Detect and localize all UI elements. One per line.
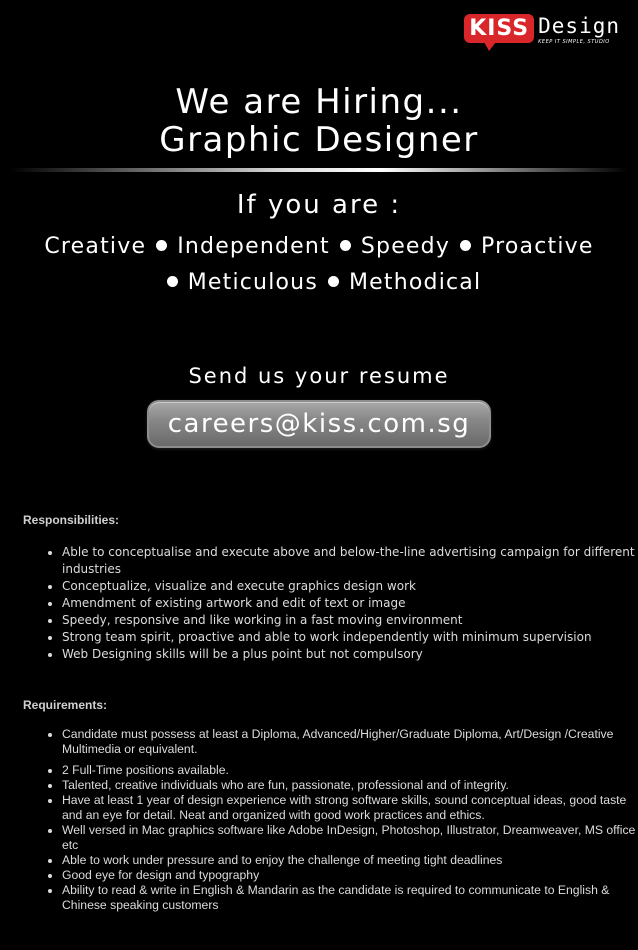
list-item: • Have at least 1 year of design experience with strong software skills, sound conceptual ideas, good taste and an eye for detail. Neat and organized with good work practices and ethics.	[62, 793, 638, 823]
list-item: • Amendment of existing artwork and edit of text or image	[62, 595, 638, 612]
list-item: • Able to work under pressure and to enjoy the challenge of meeting tight deadlines	[62, 853, 638, 868]
requirements-heading: Requirements:	[23, 698, 108, 712]
trait: Independent	[177, 234, 330, 259]
list-item: • Conceptualize, visualize and execute graphics design work	[62, 578, 638, 595]
headline-line-1: We are Hiring...	[175, 82, 463, 122]
list-item: • Able to conceptualise and execute above and below-the-line advertising campaign for different industries	[62, 544, 638, 578]
bullet-separator	[328, 276, 339, 287]
logo-tagline: KEEP IT SIMPLE, STUDIO	[538, 39, 610, 45]
list-item: • Well versed in Mac graphics software like Adobe InDesign, Photoshop, Illustrator, Dreamweaver, MS office etc	[62, 823, 638, 853]
list-item: • Candidate must possess at least a Diploma, Advanced/Higher/Graduate Diploma, Art/Design /Creative Multimedia or equivalent.	[62, 727, 638, 757]
kiss-design-logo	[464, 14, 620, 45]
list-item: • Strong team spirit, proactive and able to work independently with minimum supervision	[62, 629, 638, 646]
bullet-separator	[460, 240, 471, 251]
trait: Creative	[44, 234, 147, 259]
list-item: • Speedy, responsive and like working in a fast moving environment	[62, 612, 638, 629]
list-item: • Ability to read & write in English & Mandarin as the candidate is required to communicate to English & Chinese speaking customers	[62, 883, 638, 913]
trait: Proactive	[481, 234, 594, 259]
headline-divider	[10, 168, 628, 172]
bullet-separator	[340, 240, 351, 251]
headline-job-title: Graphic Designer	[159, 120, 479, 160]
if-you-are-heading: If you are :	[236, 190, 402, 220]
list-item: • 2 Full-Time positions available.	[62, 763, 638, 778]
list-item: • Web Designing skills will be a plus point but not compulsory	[62, 646, 638, 663]
bullet-separator	[156, 240, 167, 251]
logo-badge: KISS	[464, 14, 534, 43]
traits-row-2	[0, 270, 638, 295]
bullet-separator	[167, 276, 178, 287]
trait: Methodical	[348, 270, 482, 295]
trait: Meticulous	[187, 270, 318, 295]
traits-row-1	[0, 234, 638, 259]
email-button[interactable]: careers@kiss.com.sg	[147, 400, 491, 448]
logo-wordmark: Design	[538, 14, 620, 38]
requirements-list	[44, 727, 638, 913]
send-resume-prompt: Send us your resume	[188, 364, 450, 388]
responsibilities-list	[44, 544, 638, 663]
list-item: • Talented, creative individuals who are fun, passionate, professional and of integrity.	[62, 778, 638, 793]
list-item: • Good eye for design and typography	[62, 868, 638, 883]
trait: Speedy	[360, 234, 451, 259]
responsibilities-heading: Responsibilities:	[23, 513, 120, 527]
